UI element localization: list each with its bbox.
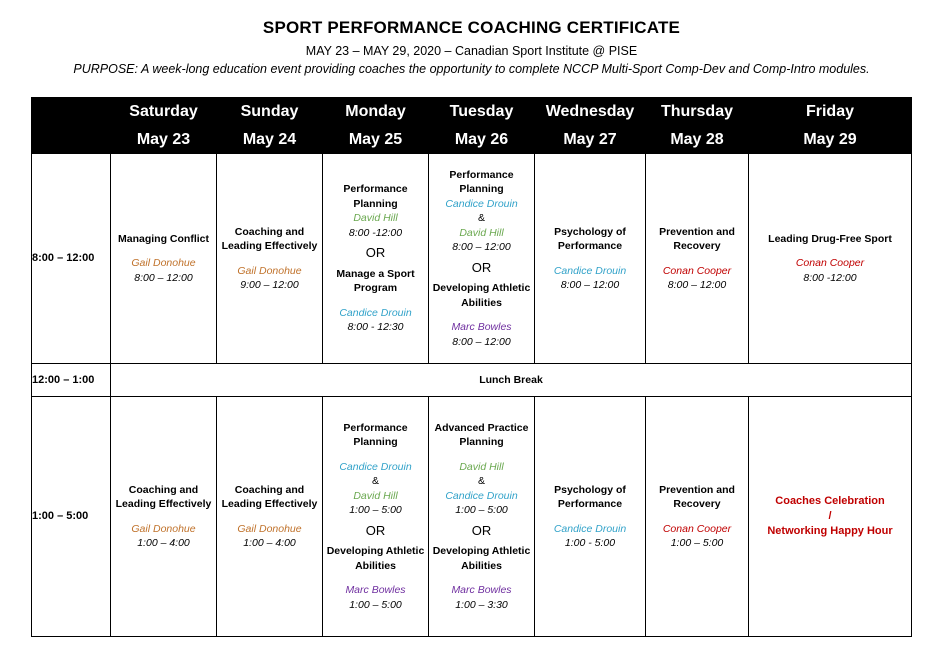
session-time: 8:00 - 12:30 <box>347 321 404 334</box>
session-time: 8:00 – 12:00 <box>560 279 620 291</box>
day-header-saturday: Saturday <box>111 98 217 126</box>
presenter: Gail Donohue <box>237 522 302 535</box>
presenter: David Hill <box>353 489 398 502</box>
session-title: Developing Athletic Abilities <box>432 545 531 572</box>
time-afternoon: 1:00 – 5:00 <box>32 397 111 637</box>
date-header-sunday: May 24 <box>217 126 323 154</box>
day-header-friday: Friday <box>749 98 912 126</box>
session-time: 1:00 – 5:00 <box>670 537 724 549</box>
session-sun-afternoon <box>217 397 323 637</box>
session-wed-morning <box>535 154 646 364</box>
presenter: Gail Donohue <box>131 257 196 270</box>
session-title: Psychology of Performance <box>554 483 626 510</box>
presenter: David Hill <box>459 226 504 239</box>
ampersand: & <box>371 475 379 488</box>
ampersand: & <box>477 475 485 488</box>
presenter: Candice Drouin <box>553 522 627 535</box>
session-title: Psychology of Performance <box>554 225 626 252</box>
date-header-thursday: May 28 <box>646 126 749 154</box>
session-time: 1:00 - 5:00 <box>564 537 616 549</box>
presenter: Gail Donohue <box>131 522 196 535</box>
page-title: SPORT PERFORMANCE COACHING CERTIFICATE <box>262 18 681 37</box>
session-time: 8:00 – 12:00 <box>452 241 511 254</box>
ampersand: & <box>477 212 485 225</box>
celebration-title: Coaches Celebration <box>775 495 885 507</box>
session-tue-morning <box>429 154 535 364</box>
session-fri-afternoon <box>749 397 912 637</box>
session-mon-morning <box>323 154 429 364</box>
session-fri-morning <box>749 154 912 364</box>
session-time: 1:00 – 5:00 <box>349 598 402 611</box>
session-time: 1:00 – 4:00 <box>243 537 296 549</box>
session-title: Developing Athletic Abilities <box>432 282 531 309</box>
day-header-thursday: Thursday <box>646 98 749 126</box>
session-wed-afternoon <box>535 397 646 637</box>
day-header-row <box>32 98 912 126</box>
day-header-sunday: Sunday <box>217 98 323 126</box>
session-mon-afternoon <box>323 397 429 637</box>
session-title: Performance Planning <box>449 168 514 196</box>
presenter: Gail Donohue <box>237 264 302 277</box>
session-time: 1:00 – 5:00 <box>455 504 508 517</box>
presenter: Candice Drouin <box>445 197 518 210</box>
or-separator: OR <box>365 245 386 261</box>
session-title: Manage a Sport Program <box>336 267 415 295</box>
session-sun-morning <box>217 154 323 364</box>
presenter: Marc Bowles <box>451 584 512 597</box>
session-time: 8:00 – 12:00 <box>667 279 727 291</box>
date-header-tuesday: May 26 <box>429 126 535 154</box>
session-title: Advanced Practice Planning <box>434 421 529 449</box>
presenter: Candice Drouin <box>339 306 412 319</box>
session-title: Managing Conflict <box>118 232 209 245</box>
date-header-wednesday: May 27 <box>535 126 646 154</box>
session-title: Developing Athletic Abilities <box>326 545 425 572</box>
session-sat-morning <box>111 154 217 364</box>
presenter: Marc Bowles <box>451 321 512 334</box>
celebration-slash: / <box>828 510 832 522</box>
session-time: 1:00 – 5:00 <box>349 504 402 517</box>
time-morning: 8:00 – 12:00 <box>32 154 111 364</box>
session-time: 1:00 – 3:30 <box>455 598 508 611</box>
session-title: Coaching and Leading Effectively <box>221 225 318 252</box>
date-header-friday: May 29 <box>749 126 912 154</box>
day-header-tuesday: Tuesday <box>429 98 535 126</box>
session-time: 8:00 -12:00 <box>348 226 403 239</box>
or-separator: OR <box>471 259 492 275</box>
session-title: Coaching and Leading Effectively <box>115 483 212 510</box>
date-header-saturday: May 23 <box>111 126 217 154</box>
event-dates-location: MAY 23 – MAY 29, 2020 – Canadian Sport Institute @ PISE <box>305 44 638 58</box>
presenter: Candice Drouin <box>339 460 412 473</box>
lunch-break: Lunch Break <box>111 364 912 397</box>
presenter: Candice Drouin <box>445 489 518 502</box>
session-title: Prevention and Recovery <box>659 225 735 252</box>
session-title: Leading Drug-Free Sport <box>768 232 892 245</box>
schedule-table <box>31 97 912 637</box>
presenter: Conan Cooper <box>662 264 732 277</box>
session-title: Coaching and Leading Effectively <box>221 483 318 510</box>
presenter: David Hill <box>459 460 504 473</box>
afternoon-row <box>32 397 912 637</box>
session-time: 9:00 – 12:00 <box>240 279 299 291</box>
or-separator: OR <box>365 522 386 538</box>
morning-row <box>32 154 912 364</box>
purpose-statement: PURPOSE: A week-long education event providing coaches the opportunity to complete NCCP Multi-Sport Comp-Dev and Comp-Intro modules. <box>73 62 870 76</box>
time-lunch: 12:00 – 1:00 <box>32 364 111 397</box>
date-header-row <box>32 126 912 154</box>
session-sat-afternoon <box>111 397 217 637</box>
session-title: Prevention and Recovery <box>659 483 735 510</box>
header-corner <box>32 98 111 154</box>
session-thu-afternoon <box>646 397 749 637</box>
presenter: Marc Bowles <box>345 584 406 597</box>
date-header-monday: May 25 <box>323 126 429 154</box>
presenter: Conan Cooper <box>795 257 865 270</box>
day-header-wednesday: Wednesday <box>535 98 646 126</box>
session-title: Performance Planning <box>343 421 408 449</box>
session-time: 1:00 – 4:00 <box>137 537 190 549</box>
session-tue-afternoon <box>429 397 535 637</box>
celebration-subtitle: Networking Happy Hour <box>767 525 893 537</box>
session-time: 8:00 – 12:00 <box>452 335 511 348</box>
or-separator: OR <box>471 522 492 538</box>
session-title: Performance Planning <box>343 183 408 210</box>
lunch-row <box>32 364 912 397</box>
session-time: 8:00 -12:00 <box>803 271 857 284</box>
day-header-monday: Monday <box>323 98 429 126</box>
presenter: Conan Cooper <box>662 522 732 535</box>
session-thu-morning <box>646 154 749 364</box>
presenter: David Hill <box>353 212 398 225</box>
presenter: Candice Drouin <box>553 264 627 277</box>
session-time: 8:00 – 12:00 <box>134 271 193 284</box>
